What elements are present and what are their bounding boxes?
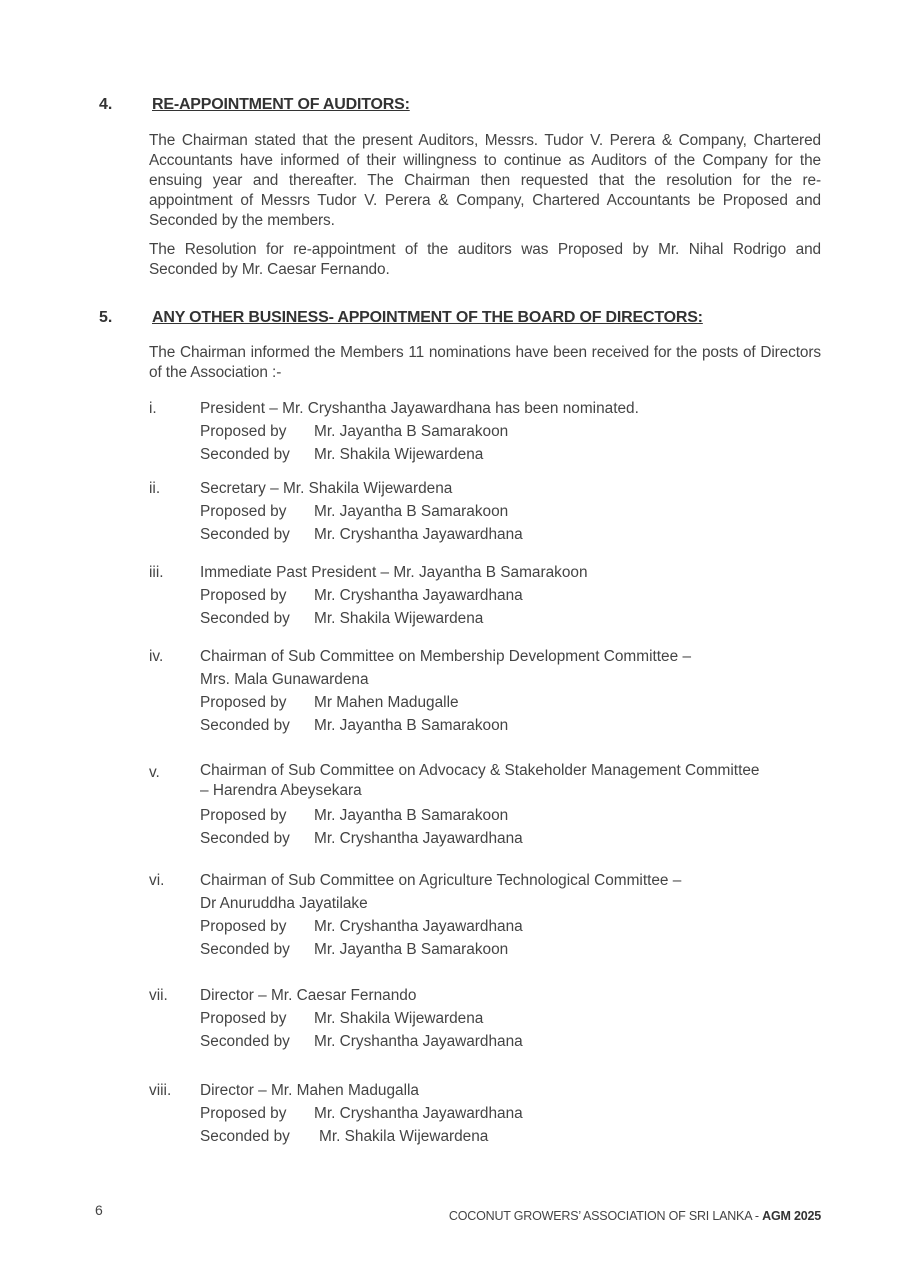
nomination-title: Chairman of Sub Committee on Advocacy & Stakeholder Management Committee: [200, 762, 760, 779]
seconder: Mr. Shakila Wijewardena: [319, 1128, 489, 1145]
seconded-label: Seconded by: [200, 717, 290, 734]
nomination-nominee: – Harendra Abeysekara: [200, 782, 362, 799]
proposer: Mr. Jayantha B Samarakoon: [314, 423, 509, 440]
seconder: Mr. Shakila Wijewardena: [314, 446, 484, 463]
seconder: Mr. Jayantha B Samarakoon: [314, 717, 509, 734]
proposed-label: Proposed by: [200, 694, 287, 711]
nomination-title: Chairman of Sub Committee on Agriculture Technological Committee –: [200, 872, 682, 889]
proposed-label: Proposed by: [200, 807, 287, 824]
section-number: 5.: [99, 309, 113, 326]
proposer: Mr. Cryshantha Jayawardhana: [314, 918, 523, 935]
section-title: ANY OTHER BUSINESS- APPOINTMENT OF THE BOARD OF DIRECTORS:: [152, 309, 703, 326]
item-numeral: viii.: [149, 1082, 172, 1099]
nomination-nominee: Dr Anuruddha Jayatilake: [200, 895, 368, 912]
proposer: Mr. Shakila Wijewardena: [314, 1010, 484, 1027]
nomination-item: [149, 397, 829, 466]
proposed-label: Proposed by: [200, 918, 287, 935]
proposer: Mr. Jayantha B Samarakoon: [314, 807, 509, 824]
proposed-label: Proposed by: [200, 587, 287, 604]
proposer: Mr Mahen Madugalle: [314, 694, 459, 711]
seconded-label: Seconded by: [200, 610, 290, 627]
nomination-item: [149, 477, 829, 546]
nomination-item: [149, 561, 829, 630]
item-numeral: vii.: [149, 987, 168, 1004]
item-numeral: v.: [149, 764, 160, 781]
nomination-item: [149, 645, 829, 737]
footer-organization: COCONUT GROWERS’ ASSOCIATION OF SRI LANKA -: [448, 1209, 763, 1223]
nomination-title: President – Mr. Cryshantha Jayawardhana has been nominated.: [200, 400, 639, 417]
item-numeral: i.: [149, 400, 157, 417]
paragraph: The Chairman informed the Members 11 nominations have been received for the posts of Directors of the Association :-: [149, 344, 821, 381]
nomination-item: [149, 761, 829, 850]
seconder: Mr. Cryshantha Jayawardhana: [314, 526, 523, 543]
nomination-title: Secretary – Mr. Shakila Wijewardena: [200, 480, 453, 497]
paragraph: The Resolution for re-appointment of the auditors was Proposed by Mr. Nihal Rodrigo and Seconded by Mr. Caesar Fernando.: [149, 241, 821, 278]
item-numeral: vi.: [149, 872, 165, 889]
nomination-item: [149, 1079, 829, 1148]
nomination-title: Immediate Past President – Mr. Jayantha B Samarakoon: [200, 564, 588, 581]
proposer: Mr. Jayantha B Samarakoon: [314, 503, 509, 520]
seconder: Mr. Shakila Wijewardena: [314, 610, 484, 627]
seconder: Mr. Cryshantha Jayawardhana: [314, 1033, 523, 1050]
proposed-label: Proposed by: [200, 1010, 287, 1027]
seconded-label: Seconded by: [200, 830, 290, 847]
proposed-label: Proposed by: [200, 1105, 287, 1122]
seconded-label: Seconded by: [200, 1128, 290, 1145]
section-title: RE-APPOINTMENT OF AUDITORS:: [152, 96, 410, 113]
proposer: Mr. Cryshantha Jayawardhana: [314, 1105, 523, 1122]
seconder: Mr. Jayantha B Samarakoon: [314, 941, 509, 958]
seconded-label: Seconded by: [200, 526, 290, 543]
section-number: 4.: [99, 96, 113, 113]
seconded-label: Seconded by: [200, 941, 290, 958]
nomination-title: Chairman of Sub Committee on Membership Development Committee –: [200, 648, 691, 665]
nomination-title: Director – Mr. Mahen Madugalla: [200, 1082, 419, 1099]
nomination-title: Director – Mr. Caesar Fernando: [200, 987, 417, 1004]
paragraph: The Chairman stated that the present Auditors, Messrs. Tudor V. Perera & Company, Chartered Accountants have informed of their willingness to continue as Auditors of the Company for the ensuing year and thereafter. The Chairman then requested that the resolution for the re-appointment of Messrs Tudor V. Perera & Company, Chartered Accountants be Proposed and Seconded by the members.: [149, 132, 821, 229]
item-numeral: ii.: [149, 480, 161, 497]
seconder: Mr. Cryshantha Jayawardhana: [314, 830, 523, 847]
proposed-label: Proposed by: [200, 503, 287, 520]
page-footer: [449, 1209, 821, 1223]
seconded-label: Seconded by: [200, 446, 290, 463]
proposed-label: Proposed by: [200, 423, 287, 440]
nomination-item: [149, 984, 829, 1053]
item-numeral: iv.: [149, 648, 164, 665]
nomination-nominee: Mrs. Mala Gunawardena: [200, 671, 369, 688]
proposer: Mr. Cryshantha Jayawardhana: [314, 587, 523, 604]
seconded-label: Seconded by: [200, 1033, 290, 1050]
footer-event: AGM 2025: [762, 1209, 821, 1223]
item-numeral: iii.: [149, 564, 164, 581]
nomination-item: [149, 869, 829, 961]
page-number: 6: [95, 1202, 103, 1218]
